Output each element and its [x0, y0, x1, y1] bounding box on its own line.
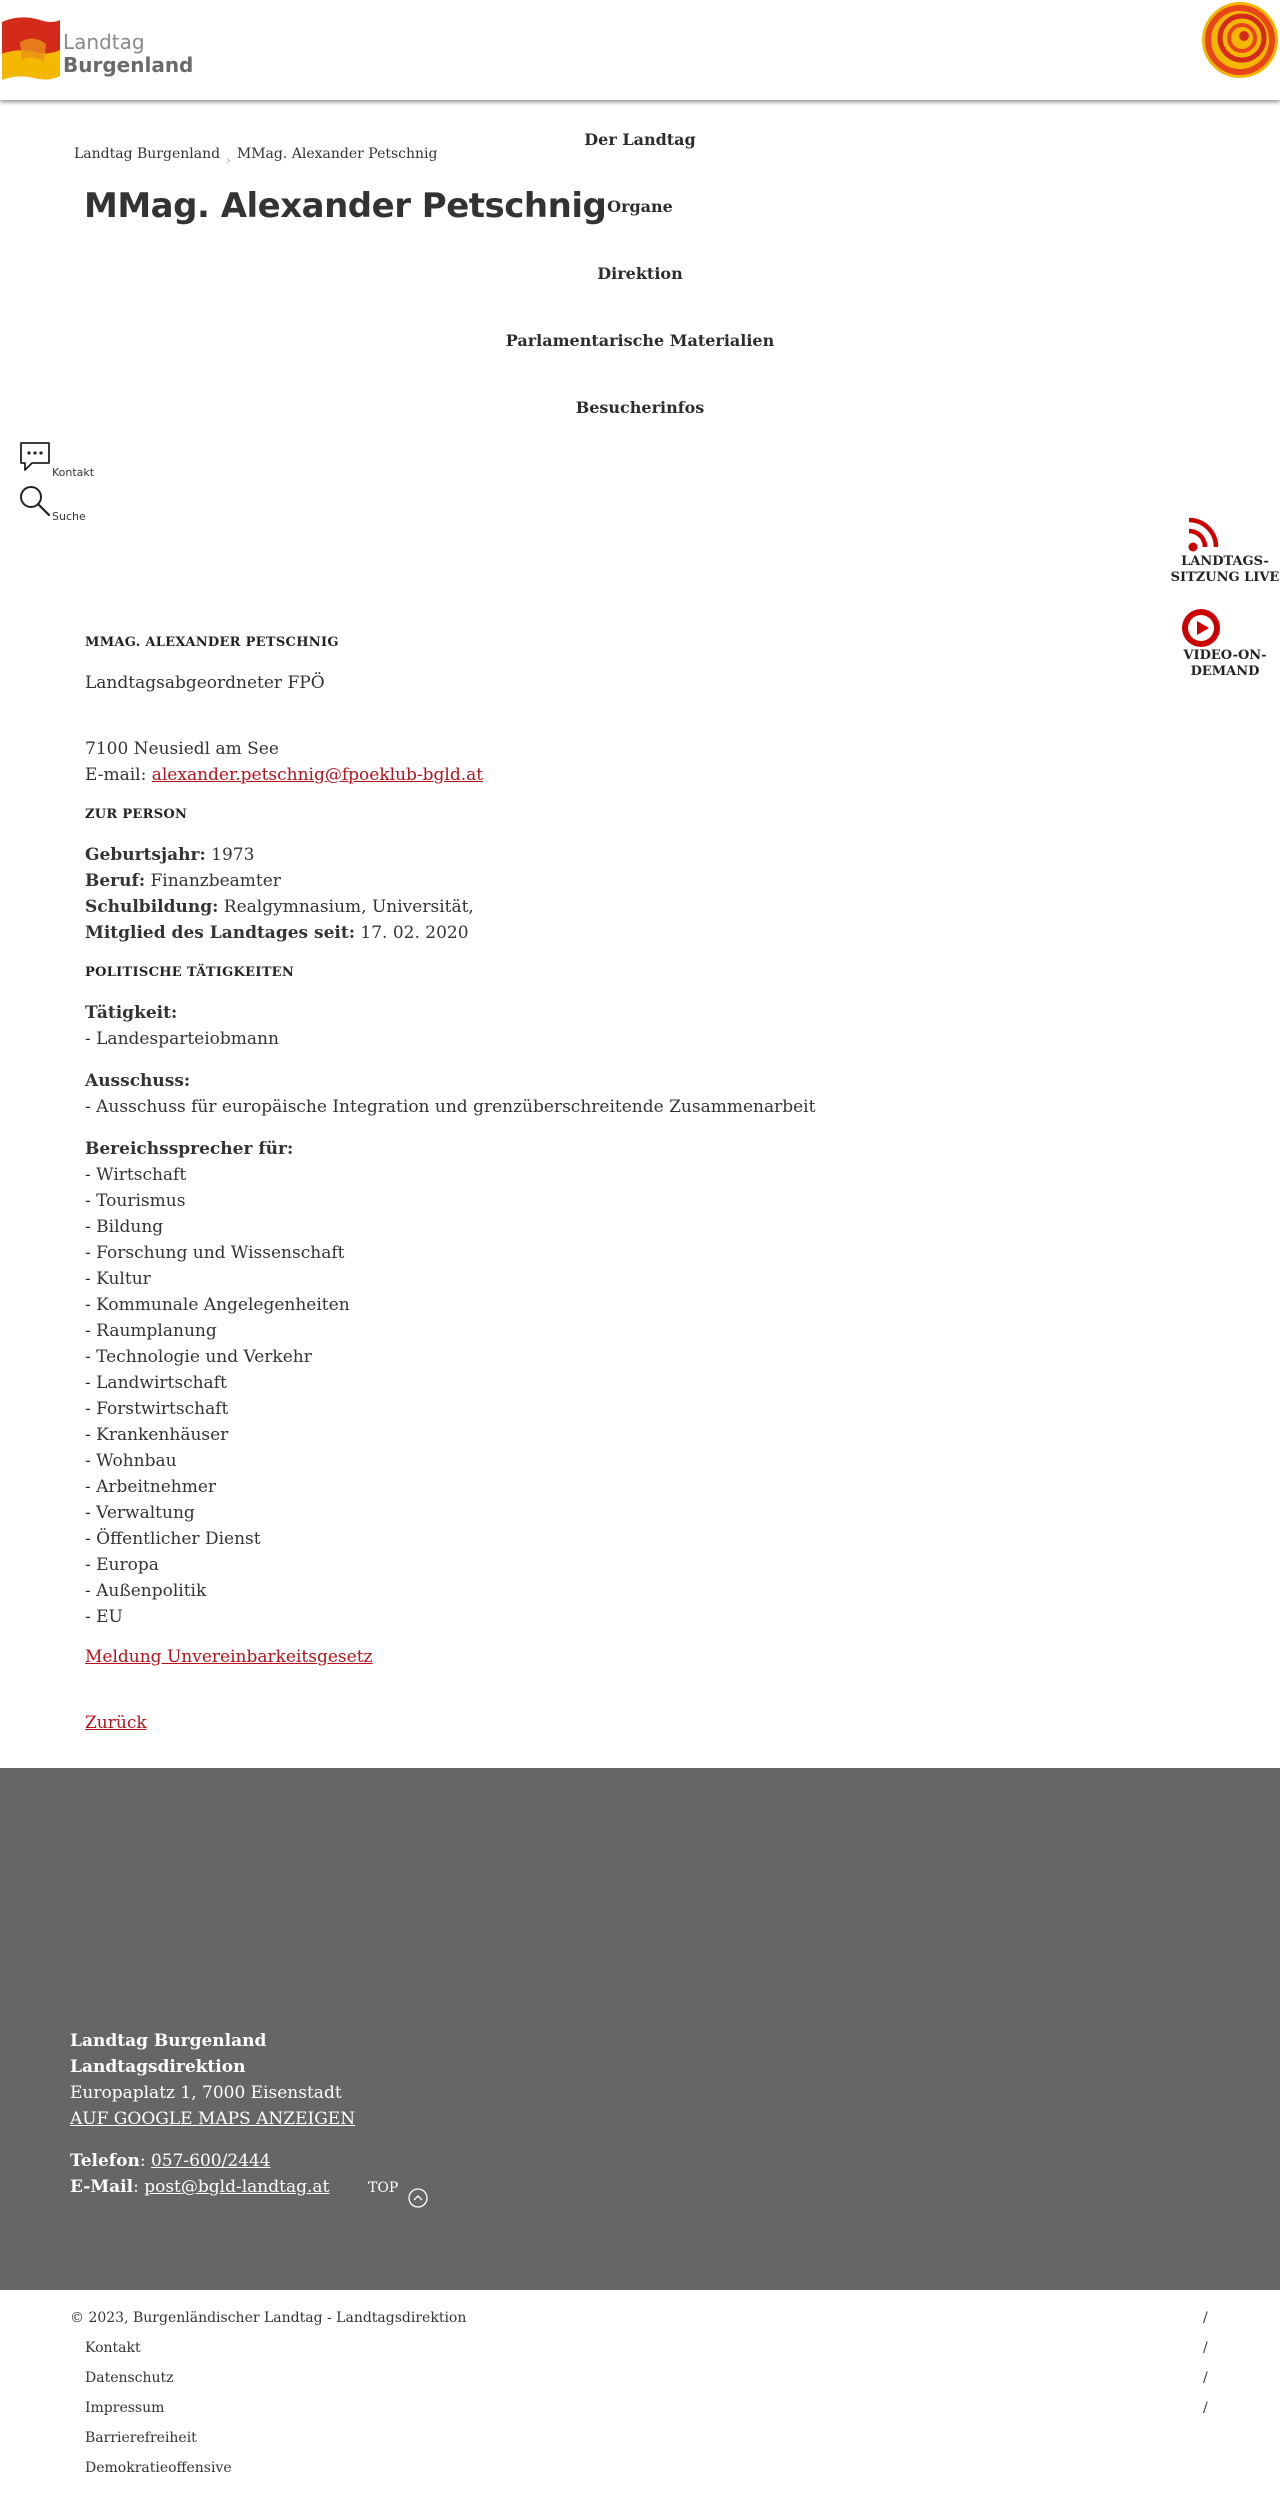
- spokesperson-item: - Kommunale Angelegenheiten: [85, 1295, 350, 1315]
- job-row: [85, 868, 1085, 894]
- spokesperson-item: - Europa: [85, 1555, 159, 1575]
- spokesperson-item: - Öffentlicher Dienst: [85, 1529, 261, 1549]
- spokesperson-item: - Arbeitnehmer: [85, 1477, 217, 1497]
- search-icon: [18, 484, 52, 518]
- profile-name-heading: MMAG. ALEXANDER PETSCHNIG: [85, 635, 339, 650]
- sun-spiral-logo-icon[interactable]: [1198, 0, 1280, 82]
- link-separator: /: [1203, 2340, 1208, 2356]
- back-to-top-button[interactable]: [368, 2180, 438, 2210]
- spokesperson-item: - Wirtschaft: [85, 1165, 187, 1185]
- nav-item-organe[interactable]: Organe: [607, 197, 673, 216]
- footer-link-kontakt[interactable]: Kontakt: [85, 2340, 141, 2356]
- link-separator: /: [1203, 2370, 1208, 2386]
- spokesperson-item: - Bildung: [85, 1217, 164, 1237]
- logo-text-landtag: Landtag: [63, 30, 145, 54]
- footer-colon: :: [139, 2151, 151, 2171]
- school-row: [85, 894, 1085, 920]
- live-label-line1: LANDTAGS-: [1181, 554, 1269, 569]
- zur-person-heading: ZUR PERSON: [85, 807, 188, 822]
- profile-content: [85, 630, 1085, 1736]
- chat-bubble-icon: [18, 440, 52, 474]
- activity-item: - Landesparteiobmann: [85, 1029, 279, 1049]
- vod-label-line1: VIDEO-ON-: [1183, 648, 1267, 663]
- birth-year-label: Geburtsjahr:: [85, 845, 206, 865]
- contact-button[interactable]: [18, 440, 108, 480]
- spokesperson-item: - Forschung und Wissenschaft: [85, 1243, 345, 1263]
- page-title: MMag. Alexander Petschnig: [84, 186, 607, 226]
- footer-org-line2: Landtagsdirektion: [70, 2057, 246, 2077]
- footer-link-barrierefreiheit[interactable]: Barrierefreiheit: [85, 2430, 197, 2446]
- spokesperson-label: Bereichssprecher für:: [85, 1139, 294, 1159]
- spokesperson-item: - Landwirtschaft: [85, 1373, 227, 1393]
- rss-feed-icon: [1178, 514, 1238, 554]
- google-maps-link[interactable]: AUF GOOGLE MAPS ANZEIGEN: [70, 2109, 356, 2129]
- vod-label-line2: DEMAND: [1190, 664, 1260, 679]
- footer-phone-link[interactable]: 057-600/2444: [150, 2151, 271, 2171]
- profile-role: Landtagsabgeordneter FPÖ: [85, 673, 325, 693]
- live-label-line2: SITZUNG LIVE: [1170, 570, 1280, 585]
- nav-item-der-landtag[interactable]: Der Landtag: [584, 130, 696, 149]
- spokesperson-item: - Technologie und Verkehr: [85, 1347, 312, 1367]
- footer-org-line1: Landtag Burgenland: [70, 2031, 267, 2051]
- site-header: [0, 0, 1280, 100]
- spokesperson-list: [85, 1162, 1085, 1630]
- spokesperson-item: - EU: [85, 1607, 123, 1627]
- logo-text-burgenland: Burgenland: [63, 53, 194, 77]
- landtag-logo-link[interactable]: [0, 14, 194, 86]
- nav-item-direktion[interactable]: Direktion: [597, 264, 683, 283]
- site-footer: [0, 1768, 1280, 2290]
- politische-taetigkeiten-heading: POLITISCHE TÄTIGKEITEN: [85, 965, 295, 980]
- contact-label: Kontakt: [52, 466, 95, 479]
- profile-address: 7100 Neusiedl am See: [85, 739, 279, 759]
- breadcrumb: [74, 146, 438, 167]
- member-since-row: [85, 920, 1085, 946]
- footer-link-datenschutz[interactable]: Datenschutz: [85, 2370, 174, 2386]
- link-separator: /: [1203, 2310, 1208, 2326]
- birth-year-value: 1973: [205, 845, 255, 865]
- email-label: E-mail:: [85, 765, 152, 785]
- back-link[interactable]: Zurück: [85, 1713, 147, 1733]
- birth-year-row: [85, 842, 1085, 868]
- nav-item-parlamentarische-materialien[interactable]: Parlamentarische Materialien: [505, 331, 775, 350]
- footer-email-link[interactable]: post@bgld-landtag.at: [144, 2177, 330, 2197]
- search-label: Suche: [52, 510, 86, 523]
- footer-address: Europaplatz 1, 7000 Eisenstadt: [70, 2083, 342, 2103]
- spokesperson-item: - Wohnbau: [85, 1451, 177, 1471]
- footer-contact-info: [70, 2028, 355, 2200]
- play-circle-icon: [1178, 608, 1238, 648]
- chevron-up-circle-icon: [408, 2188, 428, 2208]
- burgenland-flag-icon: [0, 14, 62, 80]
- spokesperson-item: - Kultur: [85, 1269, 151, 1289]
- footer-link-impressum[interactable]: Impressum: [85, 2400, 165, 2416]
- landtagssitzung-live-button[interactable]: [1170, 514, 1280, 594]
- copyright-text: © 2023, Burgenländischer Landtag - Landtagsdirektion: [70, 2310, 467, 2326]
- bottom-legal-bar: [0, 2290, 1280, 2499]
- committee-label: Ausschuss:: [85, 1071, 191, 1091]
- search-button[interactable]: [18, 484, 108, 524]
- footer-colon: :: [133, 2177, 145, 2197]
- spokesperson-item: - Außenpolitik: [85, 1581, 207, 1601]
- incompatibility-report-link[interactable]: Meldung Unvereinbarkeitsgesetz: [85, 1647, 373, 1667]
- footer-phone-label: Telefon: [70, 2151, 140, 2171]
- link-separator: /: [1203, 2400, 1208, 2416]
- committee-item: - Ausschuss für europäische Integration und grenzüberschreitende Zusammenarbeit: [85, 1097, 816, 1117]
- video-on-demand-button[interactable]: [1170, 608, 1280, 688]
- breadcrumb-current: MMag. Alexander Petschnig: [236, 146, 438, 162]
- school-label: Schulbildung:: [85, 897, 219, 917]
- spokesperson-item: - Forstwirtschaft: [85, 1399, 229, 1419]
- spokesperson-item: - Raumplanung: [85, 1321, 217, 1341]
- job-label: Beruf:: [85, 871, 146, 891]
- spokesperson-item: - Tourismus: [85, 1191, 186, 1211]
- breadcrumb-separator: ›: [226, 153, 231, 167]
- profile-email-link[interactable]: alexander.petschnig@fpoeklub-bgld.at: [151, 765, 484, 785]
- spokesperson-item: - Verwaltung: [85, 1503, 195, 1523]
- footer-link-demokratieoffensive[interactable]: Demokratieoffensive: [85, 2460, 232, 2476]
- school-value: Realgymnasium, Universität,: [218, 897, 474, 917]
- profile-email-row: [85, 762, 1085, 788]
- nav-item-besucherinfos[interactable]: Besucherinfos: [575, 398, 705, 417]
- top-label: TOP: [368, 2180, 399, 2196]
- activity-label: Tätigkeit:: [85, 1003, 178, 1023]
- breadcrumb-home-link[interactable]: Landtag Burgenland: [74, 146, 221, 162]
- member-since-label: Mitglied des Landtages seit:: [85, 923, 355, 943]
- spokesperson-item: - Krankenhäuser: [85, 1425, 229, 1445]
- job-value: Finanzbeamter: [145, 871, 281, 891]
- footer-email-label: E-Mail: [70, 2177, 134, 2197]
- member-since-value: 17. 02. 2020: [355, 923, 469, 943]
